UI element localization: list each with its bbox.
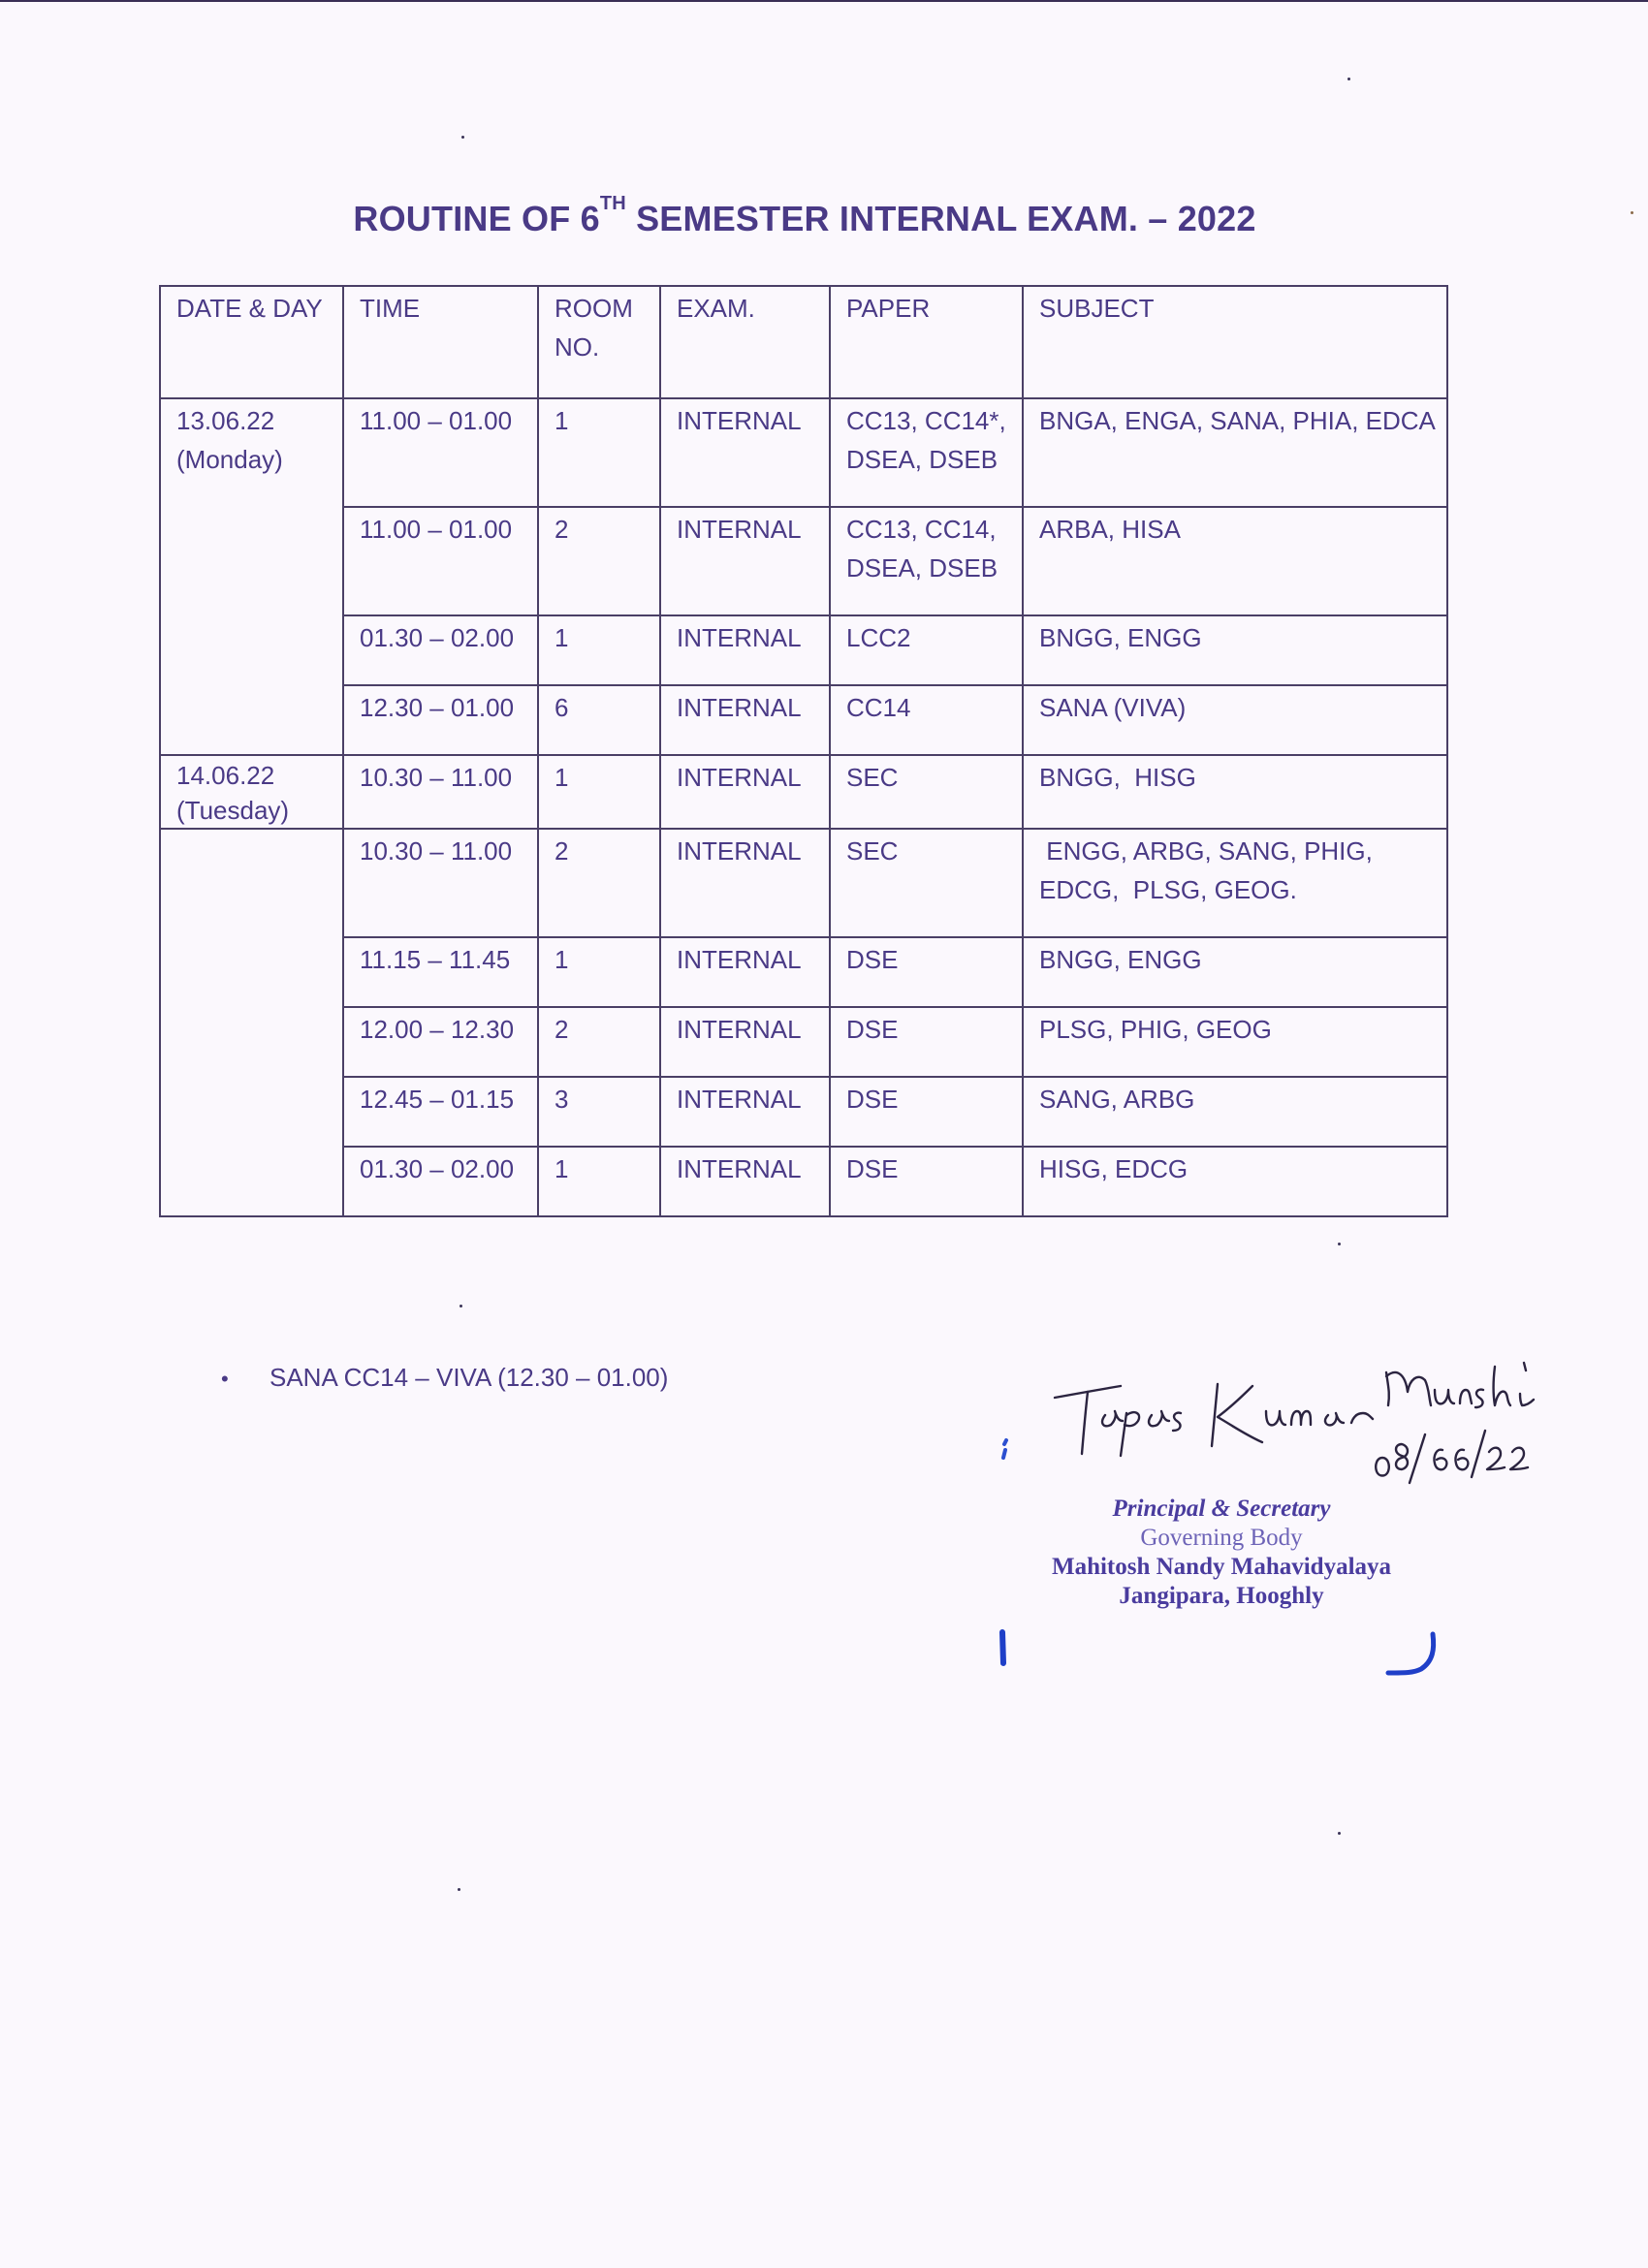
stamp-mark [1377,1628,1444,1686]
date-text: 14.06.22 [176,761,275,790]
subject-cell: BNGG, ENGG [1023,937,1447,1007]
date-day-cell-empty [160,829,343,1216]
time-cell: 11.00 – 01.00 [343,507,538,615]
room-cell: 1 [538,755,660,829]
subject-cell [1023,829,1447,937]
subject-cell: SANG, ARBG [1023,1077,1447,1147]
day-text: (Monday) [176,445,283,474]
table-row [160,1077,1447,1147]
room-cell: 2 [538,507,660,615]
stamp-line: Principal & Secretary [1112,1496,1331,1522]
footnote [221,1363,668,1393]
header-subject: SUBJECT [1023,286,1447,398]
subject-cell: BNGA, ENGA, SANA, PHIA, EDCA [1023,398,1447,507]
paper-cell [830,507,1023,615]
paper-cell: SEC [830,755,1023,829]
paper-line: CC13, CC14*, [846,406,1006,435]
paper-cell: DSE [830,1147,1023,1216]
table-header-row [160,286,1447,398]
time-cell: 10.30 – 11.00 [343,829,538,937]
title-text: ROUTINE OF 6 [353,199,600,238]
paper-cell [830,398,1023,507]
time-cell: 11.00 – 01.00 [343,398,538,507]
exam-routine-table [159,285,1448,1217]
paper-line: DSEA, DSEB [846,553,998,583]
table-row [160,507,1447,615]
time-cell: 12.00 – 12.30 [343,1007,538,1077]
time-cell: 10.30 – 11.00 [343,755,538,829]
table-row [160,937,1447,1007]
subject-cell: BNGG, ENGG [1023,615,1447,685]
exam-cell: INTERNAL [660,1077,830,1147]
exam-cell: INTERNAL [660,829,830,937]
header-room-line1: ROOM [555,294,633,323]
official-stamp [1008,1495,1435,1611]
room-cell: 2 [538,1007,660,1077]
title-text-rest: SEMESTER INTERNAL EXAM. – 2022 [625,199,1256,238]
subject-cell: PLSG, PHIG, GEOG [1023,1007,1447,1077]
scan-speck [461,136,464,139]
day-text: (Tuesday) [176,796,290,825]
room-cell: 1 [538,615,660,685]
table-row [160,615,1447,685]
exam-cell: INTERNAL [660,615,830,685]
room-cell: 3 [538,1077,660,1147]
stamp-line: Jangipara, Hooghly [1119,1583,1324,1609]
date-text: 13.06.22 [176,406,275,435]
paper-cell: DSE [830,1007,1023,1077]
subject-cell: BNGG, HISG [1023,755,1447,829]
stamp-mark [993,1626,1012,1675]
date-day-cell [160,398,343,755]
time-cell: 01.30 – 02.00 [343,615,538,685]
room-cell: 1 [538,937,660,1007]
subject-line: ENGG, ARBG, SANG, PHIG, [1039,836,1373,866]
time-cell: 11.15 – 11.45 [343,937,538,1007]
subject-cell: SANA (VIVA) [1023,685,1447,755]
table-row [160,1147,1447,1216]
stamp-line: Mahitosh Nandy Mahavidyalaya [1051,1554,1392,1580]
exam-cell: INTERNAL [660,1007,830,1077]
room-cell: 6 [538,685,660,755]
scan-speck [460,1305,462,1307]
paper-cell: DSE [830,937,1023,1007]
header-paper: PAPER [830,286,1023,398]
table-row [160,1007,1447,1077]
exam-cell: INTERNAL [660,755,830,829]
scan-speck [1347,78,1350,80]
room-cell: 1 [538,398,660,507]
paper-cell: DSE [830,1077,1023,1147]
exam-cell: INTERNAL [660,685,830,755]
paper-line: DSEA, DSEB [846,445,998,474]
table-row [160,398,1447,507]
date-day-cell [160,755,343,829]
paper-cell: LCC2 [830,615,1023,685]
exam-cell: INTERNAL [660,507,830,615]
header-room-no [538,286,660,398]
paper-cell: SEC [830,829,1023,937]
bullet-icon: • [221,1367,229,1391]
stamp-line: Governing Body [1140,1525,1303,1551]
subject-cell: ARBA, HISA [1023,507,1447,615]
exam-cell: INTERNAL [660,937,830,1007]
subject-cell: HISG, EDCG [1023,1147,1447,1216]
header-room-line2: NO. [555,332,600,362]
scan-speck [458,1888,460,1891]
scan-speck [1631,211,1633,214]
paper-cell: CC14 [830,685,1023,755]
time-cell: 01.30 – 02.00 [343,1147,538,1216]
page-title [0,193,1609,239]
header-time: TIME [343,286,538,398]
time-cell: 12.45 – 01.15 [343,1077,538,1147]
handwritten-signature [1037,1338,1580,1493]
paper-line: CC13, CC14, [846,515,997,544]
table-row [160,829,1447,937]
table-row [160,755,1447,829]
exam-cell: INTERNAL [660,1147,830,1216]
header-exam: EXAM. [660,286,830,398]
room-cell: 2 [538,829,660,937]
exam-cell: INTERNAL [660,398,830,507]
time-cell: 12.30 – 01.00 [343,685,538,755]
subject-line: EDCG, PLSG, GEOG. [1039,875,1297,904]
footnote-text: SANA CC14 – VIVA (12.30 – 01.00) [269,1363,669,1392]
title-superscript: TH [599,193,626,214]
header-date-day: DATE & DAY [160,286,343,398]
page-top-border [0,0,1648,2]
table-row [160,685,1447,755]
scan-speck [1338,1243,1341,1245]
scan-speck [1338,1832,1341,1835]
room-cell: 1 [538,1147,660,1216]
stamp-mark [997,1433,1016,1471]
